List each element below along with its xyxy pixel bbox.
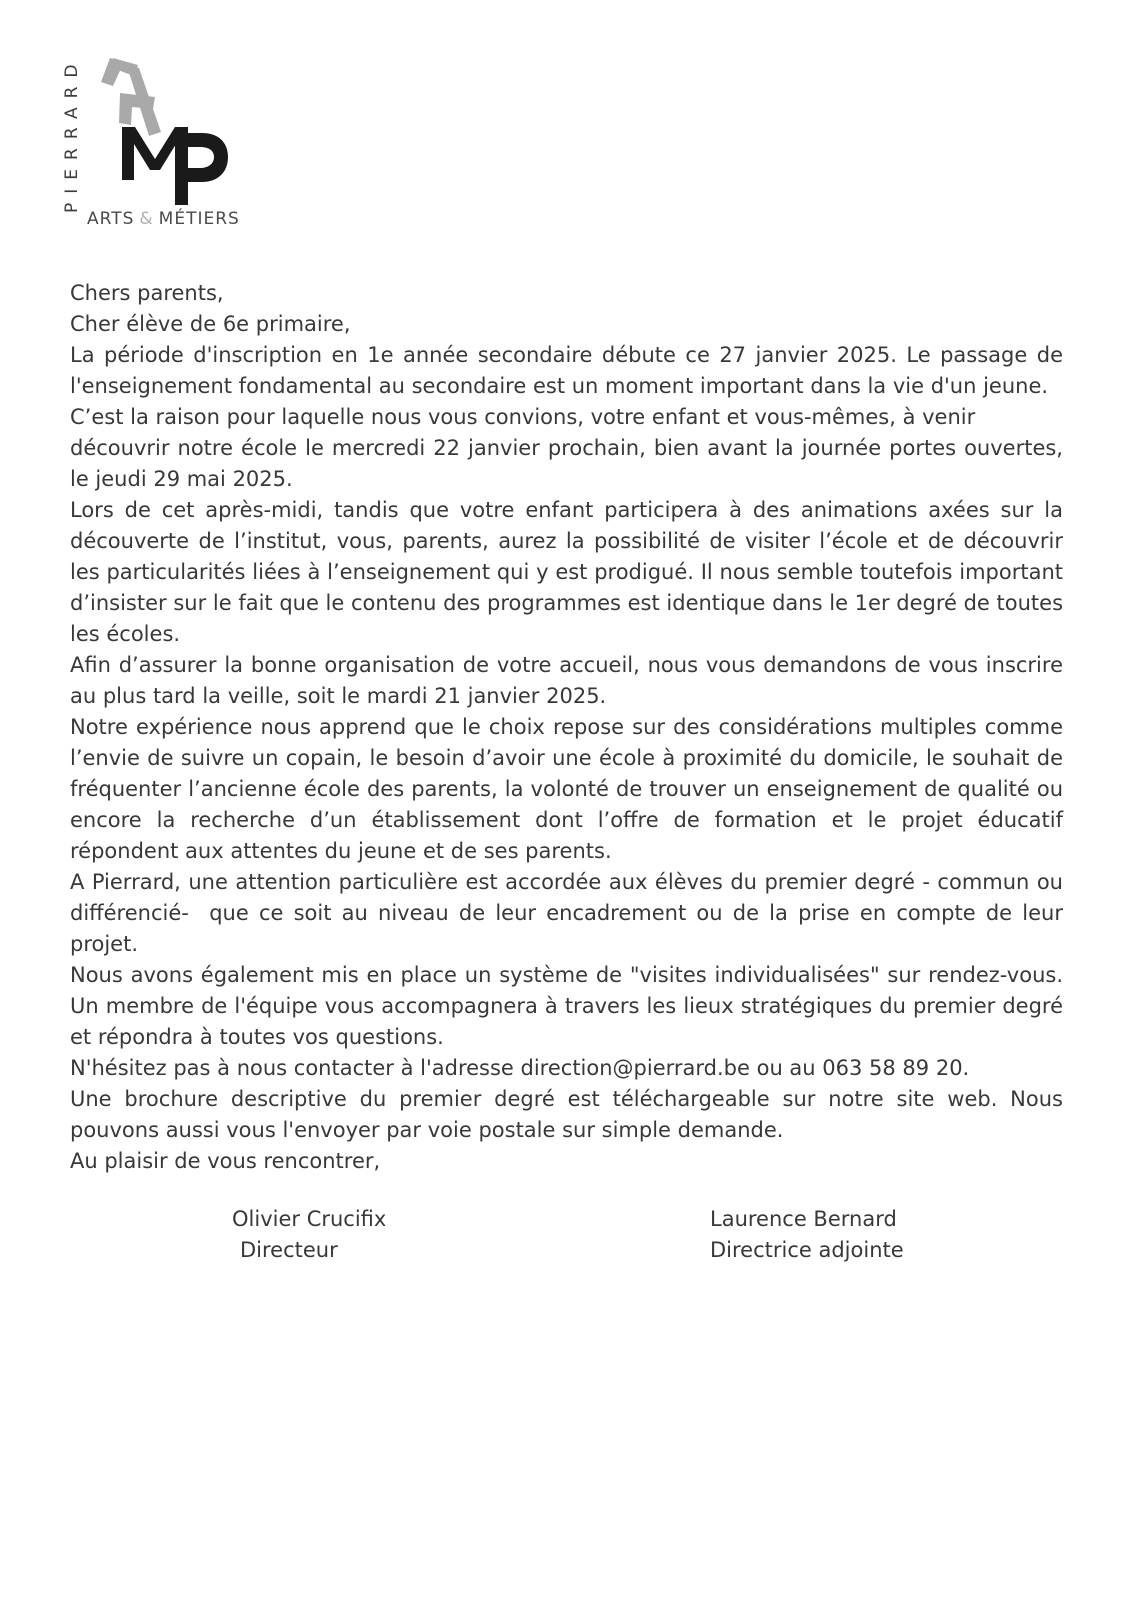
signature-left <box>232 1204 386 1266</box>
logo-letter-a-shape <box>101 58 161 136</box>
signature-right-title: Directrice adjointe <box>710 1238 904 1262</box>
paragraph-apres-midi: Lors de cet après-midi, tandis que votre enfant participera à des animations axées sur la découverte de l’institut, vous, parents, aurez la possibilité de visiter l’école et de découvrir les particularités liées à l’enseignement qui y est prodigué. Il nous semble toutefois important d’insister sur le fait que le contenu des programmes est identique dans le 1er degré de toutes les écoles. <box>70 498 1064 646</box>
paragraph-brochure: Une brochure descriptive du premier degré est téléchargeable sur notre site web. Nous pouvons aussi vous l'envoyer par voie postale sur simple demande. <box>70 1087 1063 1142</box>
paragraph-invitation-rest: découvrir notre école le mercredi 22 janvier prochain, bien avant la journée portes ouvertes, le jeudi 29 mai 2025. <box>70 436 1063 491</box>
paragraph-pierrard: A Pierrard, une attention particulière est accordée aux élèves du premier degré - commun ou différencié- que ce soit au niveau de leur encadrement ou de la prise en compte de leur projet. <box>70 870 1063 956</box>
paragraph-experience: Notre expérience nous apprend que le choix repose sur des considérations multiples comme l’envie de suivre un copain, le besoin d’avoir une école à proximité du domicile, le souhait de fréquenter l’ancienne école des parents, la volonté de trouver un enseignement de qualité ou encore la recherche d’un établissement dont l’offre de formation et le projet éducatif répondent aux attentes du jeune et de ses parents. <box>70 715 1063 863</box>
signature-right-name: Laurence Bernard <box>710 1207 897 1231</box>
signature-left-name: Olivier Crucifix <box>232 1207 387 1231</box>
salutation-line-2: Cher élève de 6e primaire, <box>70 312 351 336</box>
paragraph-visites: Nous avons également mis en place un système de "visites individualisées" sur rendez-vous. Un membre de l'équipe vous accompagnera à travers les lieux stratégiques du premier degré et répondra à toutes vos questions. <box>70 963 1063 1049</box>
logo-vertical-text: PIERRARD <box>62 55 82 213</box>
paragraph-contact: N'hésitez pas à nous contacter à l'adresse direction@pierrard.be ou au 063 58 89 20. <box>70 1056 970 1080</box>
logo-tagline-ampersand: & <box>139 209 154 229</box>
paragraph-intro: La période d'inscription en 1e année secondaire débute ce 27 janvier 2025. Le passage de l'enseignement fondamental au secondaire est un moment important dans la vie d'un jeune. <box>70 343 1063 398</box>
logo-letter-p-shape <box>175 133 228 205</box>
paragraph-invitation-line1: C’est la raison pour laquelle nous vous convions, votre enfant et vous-mêmes, à venir <box>70 405 976 429</box>
paragraph-inscription: Afin d’assurer la bonne organisation de votre accueil, nous vous demandons de vous inscrire au plus tard la veille, soit le mardi 21 janvier 2025. <box>70 653 1063 708</box>
closing-line: Au plaisir de vous rencontrer, <box>70 1149 381 1173</box>
logo-tagline-metiers: MÉTIERS <box>158 209 240 229</box>
paragraph-invitation <box>70 402 1063 495</box>
signature-left-title: Directeur <box>240 1238 338 1262</box>
letter-body <box>70 278 1063 1268</box>
school-logo <box>60 45 242 237</box>
salutation-line-1: Chers parents, <box>70 281 224 305</box>
signature-block <box>70 1204 1063 1268</box>
logo-tagline-arts: ARTS <box>87 209 135 229</box>
signature-right <box>710 1204 904 1266</box>
logo-tagline <box>87 209 240 229</box>
